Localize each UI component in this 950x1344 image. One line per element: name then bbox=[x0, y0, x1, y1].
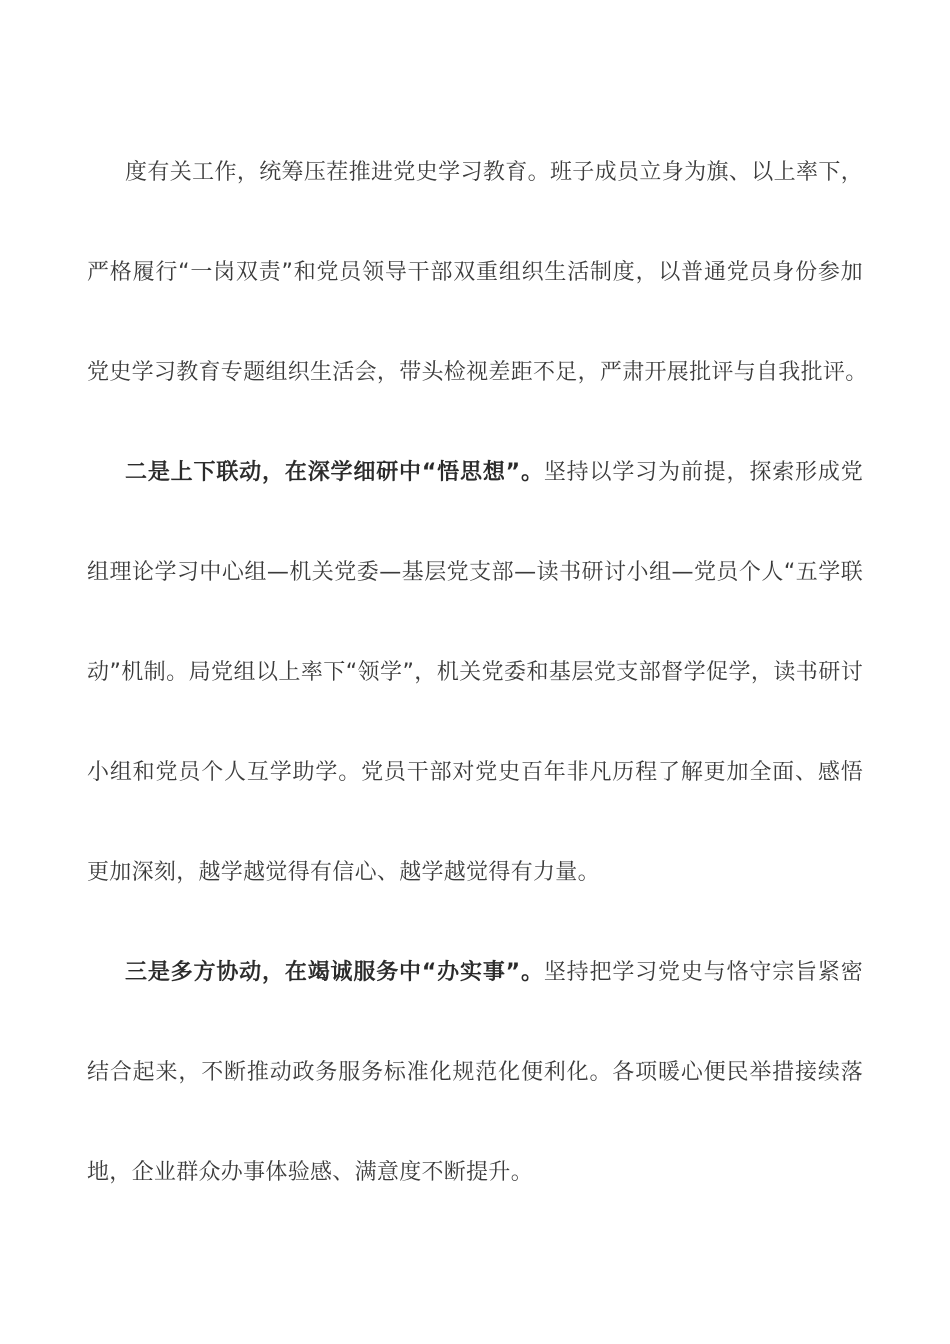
paragraph-3-line-1 bbox=[125, 956, 863, 990]
paragraph-2-line-1-text: 坚持以学习为前提，探索形成党 bbox=[543, 460, 864, 485]
paragraph-2-line-5: 更加深刻，越学越觉得有信心、越学越觉得有力量。 bbox=[87, 860, 600, 885]
paragraph-2-line-4: 小组和党员个人互学助学。党员干部对党史百年非凡历程了解更加全面、感悟 bbox=[87, 760, 863, 785]
paragraph-1-line-1: 度有关工作，统筹压茬推进党史学习教育。班子成员立身为旗、以上率下， bbox=[125, 160, 863, 185]
paragraph-2-line-2: 组理论学习中心组—机关党委—基层党支部—读书研讨小组—党员个人“五学联 bbox=[87, 560, 863, 585]
paragraph-3-line-1-text: 坚持把学习党史与恪守宗旨紧密 bbox=[543, 960, 864, 985]
paragraph-1-line-2: 严格履行“一岗双责”和党员领导干部双重组织生活制度，以普通党员身份参加 bbox=[87, 260, 863, 285]
paragraph-2-line-1 bbox=[125, 456, 863, 490]
paragraph-3-heading: 三是多方协动，在竭诚服务中“办实事”。 bbox=[125, 960, 544, 985]
paragraph-3-line-2: 结合起来，不断推动政务服务标准化规范化便利化。各项暖心便民举措接续落 bbox=[87, 1060, 863, 1085]
paragraph-3-line-3: 地，企业群众办事体验感、满意度不断提升。 bbox=[87, 1160, 534, 1185]
paragraph-1-line-3: 党史学习教育专题组织生活会，带头检视差距不足，严肃开展批评与自我批评。 bbox=[87, 360, 868, 385]
paragraph-2-line-3: 动”机制。局党组以上率下“领学”，机关党委和基层党支部督学促学，读书研讨 bbox=[87, 660, 863, 685]
paragraph-2-heading: 二是上下联动，在深学细研中“悟思想”。 bbox=[125, 460, 544, 485]
